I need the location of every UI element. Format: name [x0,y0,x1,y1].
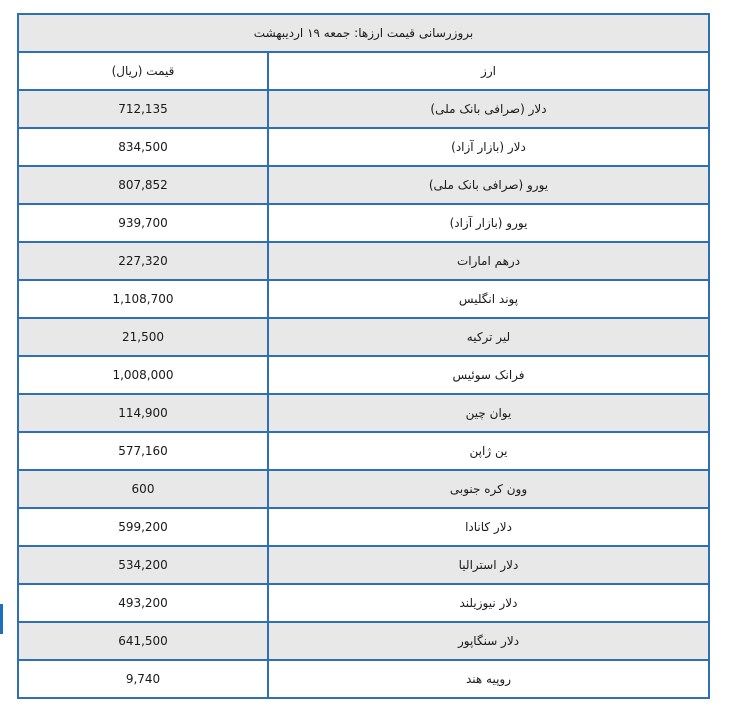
table-caption-row [18,14,709,52]
table-row [18,660,709,698]
table-row [18,546,709,584]
currency-price-cell: 1,008,000 [18,356,268,394]
currency-name-cell: دلار (بازار آزاد) [268,128,709,166]
currency-price-cell: 807,852 [18,166,268,204]
table-row [18,318,709,356]
price-column-header: قیمت (ریال) [18,52,268,90]
currency-price-cell: 577,160 [18,432,268,470]
currency-rate-table [17,13,710,699]
table-row [18,204,709,242]
table-row [18,622,709,660]
currency-price-cell: 493,200 [18,584,268,622]
currency-price-cell: 599,200 [18,508,268,546]
table-row [18,128,709,166]
currency-name-cell: وون کره جنوبی [268,470,709,508]
table-row [18,280,709,318]
table-row [18,584,709,622]
currency-price-cell: 1,108,700 [18,280,268,318]
currency-price-cell: 939,700 [18,204,268,242]
table-row [18,90,709,128]
table-row [18,166,709,204]
currency-price-cell: 834,500 [18,128,268,166]
table-row [18,242,709,280]
table-row [18,432,709,470]
currency-price-cell: 712,135 [18,90,268,128]
currency-price-cell: 600 [18,470,268,508]
currency-price-cell: 9,740 [18,660,268,698]
table-header-row [18,52,709,90]
currency-price-cell: 641,500 [18,622,268,660]
side-accent-bar [0,604,3,634]
currency-column-header: ارز [268,52,709,90]
table-caption: بروزرسانی قیمت ارزها: جمعه ۱۹ اردیبهشت [18,14,709,52]
table-row [18,470,709,508]
table-row [18,394,709,432]
currency-price-cell: 227,320 [18,242,268,280]
currency-name-cell: لیر ترکیه [268,318,709,356]
currency-name-cell: یوان چین [268,394,709,432]
currency-name-cell: درهم امارات [268,242,709,280]
currency-price-cell: 21,500 [18,318,268,356]
currency-price-cell: 534,200 [18,546,268,584]
currency-name-cell: پوند انگلیس [268,280,709,318]
currency-name-cell: دلار سنگاپور [268,622,709,660]
currency-name-cell: ین ژاپن [268,432,709,470]
currency-name-cell: دلار کانادا [268,508,709,546]
currency-name-cell: دلار (صرافی بانک ملی) [268,90,709,128]
currency-name-cell: دلار نیوزیلند [268,584,709,622]
currency-name-cell: یورو (بازار آزاد) [268,204,709,242]
currency-name-cell: دلار استرالیا [268,546,709,584]
currency-price-cell: 114,900 [18,394,268,432]
currency-name-cell: فرانک سوئیس [268,356,709,394]
currency-name-cell: روپیه هند [268,660,709,698]
table-row [18,356,709,394]
table-row [18,508,709,546]
currency-name-cell: یورو (صرافی بانک ملی) [268,166,709,204]
